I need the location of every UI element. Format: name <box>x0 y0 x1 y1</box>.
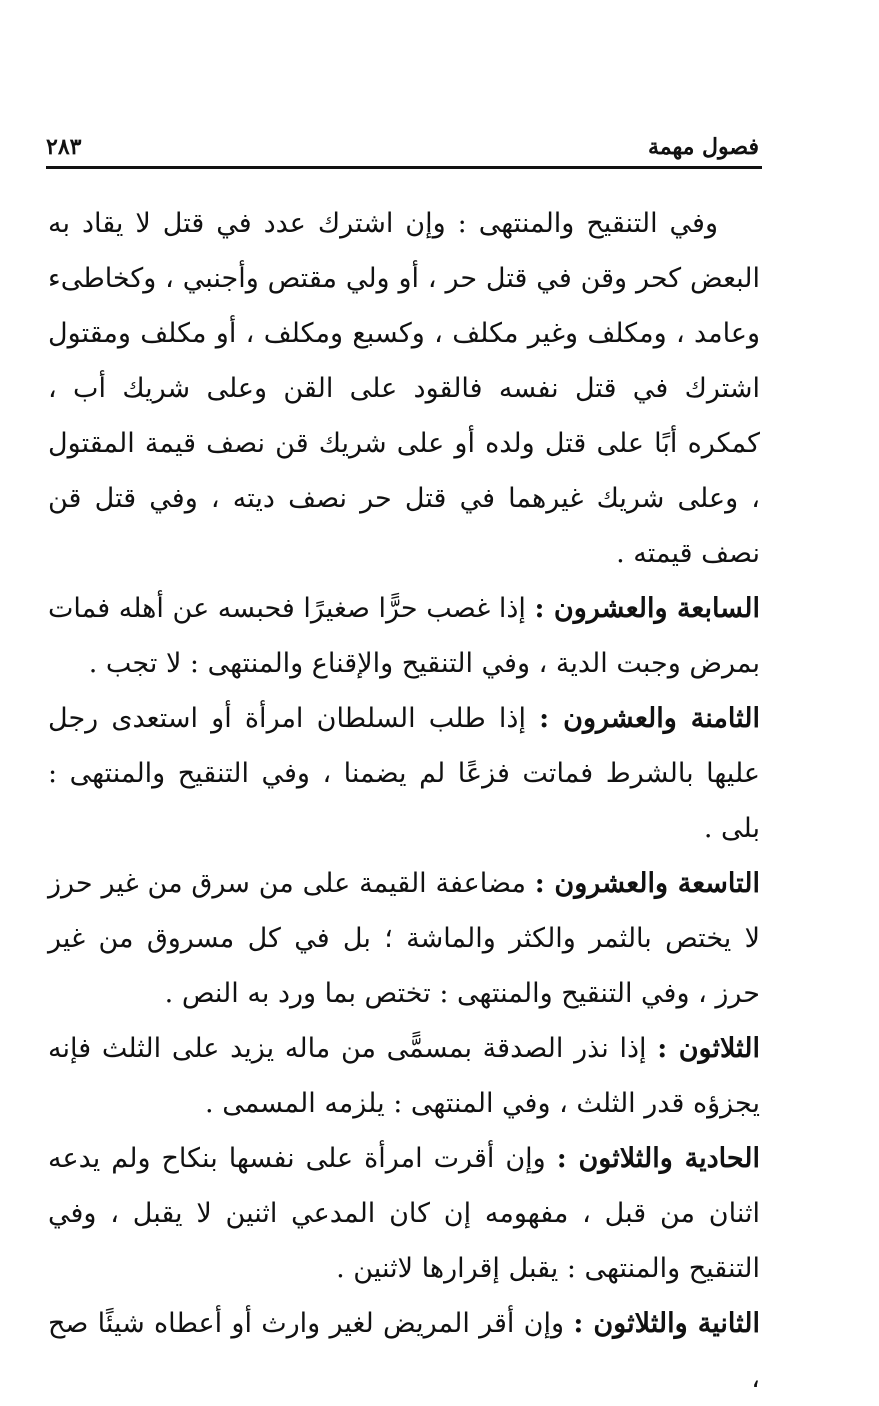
paragraph-heading: الثامنة والعشرون : <box>539 703 760 734</box>
paragraph-text: وإن أقرت امرأة على نفسها بنكاح ولم يدعه اثنان من قبل ، مفهومه إن كان المدعي اثنين لا يقبل ، وفي التنقيح والمنتهى : يقبل إقرارها لاثنين . <box>48 1143 760 1284</box>
paragraph-heading: التاسعة والعشرون : <box>534 868 760 899</box>
paragraph <box>48 1296 760 1406</box>
paragraph-text: وفي التنقيح والمنتهى : وإن اشترك عدد في قتل لا يقاد به البعض كحر وقن في قتل حر ، أو ولي مقتص وأجنبي ، وكخاطىء وعامد ، ومكلف وغير مكلف ، وكسبع ومكلف ، أو مكلف ومقتول اشترك في قتل نفسه فالقود على القن وعلى شريك أب ، كمكره أبًا على قتل ولده أو على شريك قن نصف قيمة المقتول ، وعلى شريك غيرهما في قتل حر نصف ديته ، وفي قتل قن نصف قيمته . <box>48 208 760 569</box>
paragraph-heading: الثلاثون : <box>657 1033 760 1064</box>
paragraph-heading: الثانية والثلاثون : <box>573 1308 760 1339</box>
body-text <box>48 196 760 1406</box>
header-rule <box>46 166 762 169</box>
running-head <box>46 128 759 160</box>
paragraph-text: وإن أقر المريض لغير وارث أو أعطاه شيئًا صح ، <box>48 1308 760 1394</box>
running-title: فصول مهمة <box>647 134 759 160</box>
paragraph <box>48 1021 760 1131</box>
paragraph-heading: السابعة والعشرون : <box>534 593 761 624</box>
paragraph-text: إذا غصب حرًّا صغيرًا فحبسه عن أهله فمات بمرض وجبت الدية ، وفي التنقيح والإقناع والمنتهى : لا تجب . <box>48 593 760 679</box>
paragraph <box>48 691 760 856</box>
paragraph-text: إذا نذر الصدقة بمسمًّى من ماله يزيد على الثلث فإنه يجزؤه قدر الثلث ، وفي المنتهى : يلزمه المسمى . <box>48 1033 760 1119</box>
paragraph <box>48 856 760 1021</box>
paragraph-text: إذا طلب السلطان امرأة أو استعدى رجل عليها بالشرط فماتت فزعًا لم يضمنا ، وفي التنقيح والمنتهى : بلى . <box>48 703 760 844</box>
paragraph <box>48 196 760 581</box>
paragraph-text: مضاعفة القيمة على من سرق من غير حرز لا يختص بالثمر والكثر والماشة ؛ بل في كل مسروق من غير حرز ، وفي التنقيح والمنتهى : تختص بما ورد به النص . <box>48 868 760 1009</box>
page-number: ٢٨٣ <box>46 134 82 160</box>
paragraph <box>48 1131 760 1296</box>
paragraph <box>48 581 760 691</box>
paragraph-heading: الحادية والثلاثون : <box>556 1143 760 1174</box>
